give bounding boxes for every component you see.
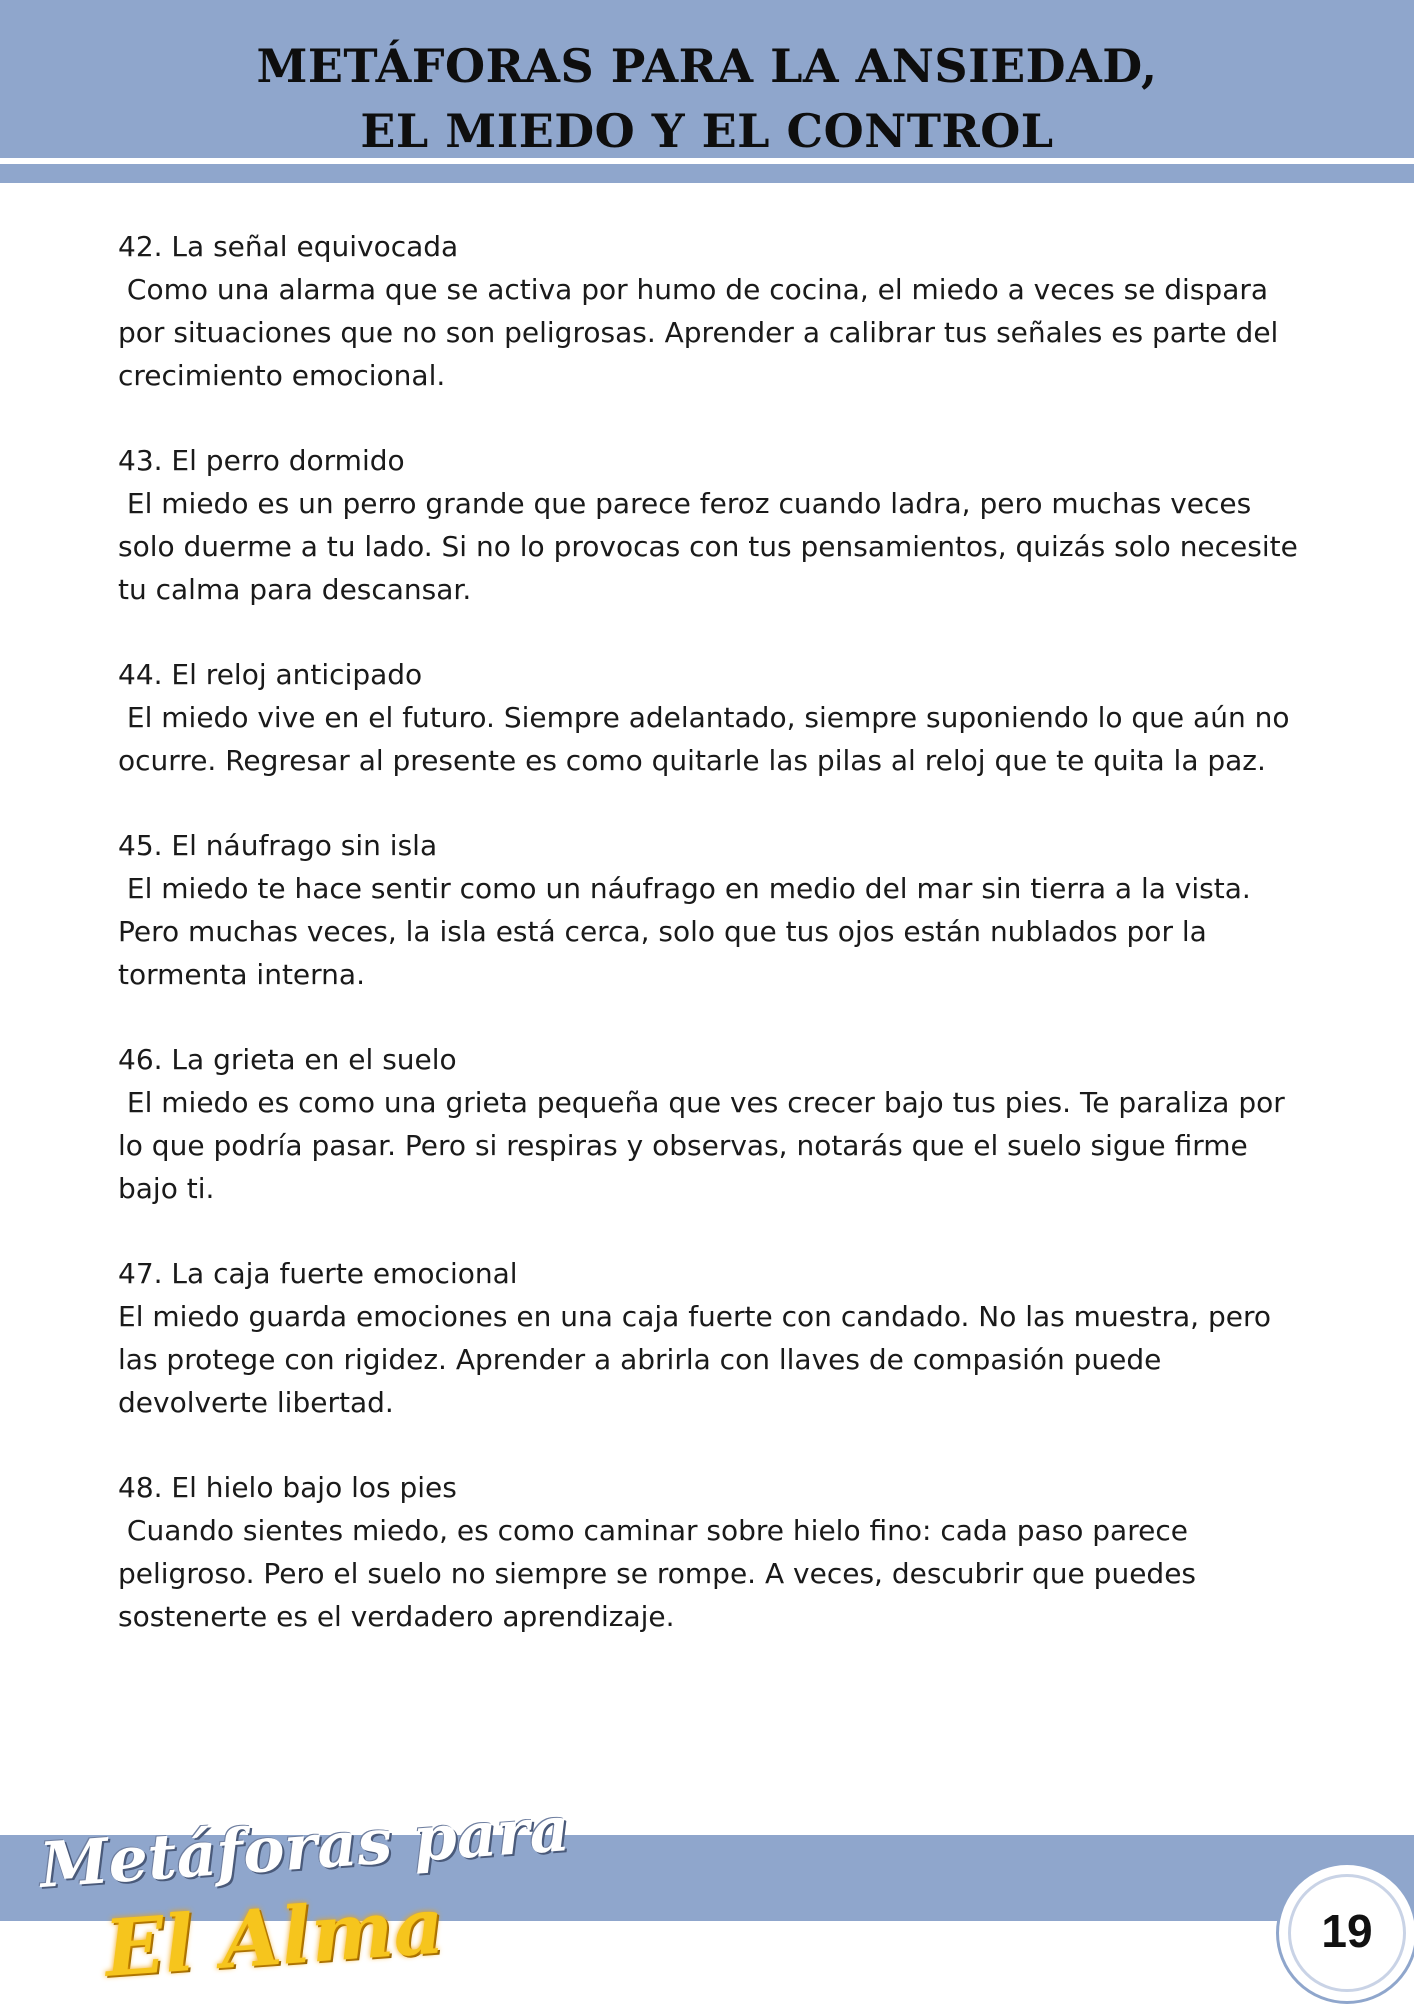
entry-body: Como una alarma que se activa por humo de cocina, el miedo a veces se dispara por situaciones que no son peligrosas. Aprender a calibrar tus señales es parte del crecimiento emocional. xyxy=(118,273,1288,392)
entry-title: 47. La caja fuerte emocional xyxy=(118,1257,518,1290)
metaphor-entry-47 xyxy=(118,1252,1298,1424)
page-number: 19 xyxy=(1321,1905,1373,1957)
entry-body: El miedo es un perro grande que parece feroz cuando ladra, pero muchas veces solo duerme a tu lado. Si no lo provocas con tus pensamientos, quizás solo necesite tu calma para descansar. xyxy=(118,487,1307,606)
page-title-line2: EL MIEDO Y EL CONTROL xyxy=(360,104,1054,158)
entry-body: El miedo te hace sentir como un náufrago en medio del mar sin tierra a la vista. Pero muchas veces, la isla está cerca, solo que tus ojos están nublados por la tormenta interna. xyxy=(118,872,1260,991)
page-title xyxy=(0,34,1414,164)
entry-title: 44. El reloj anticipado xyxy=(118,658,423,691)
entry-title: 45. El náufrago sin isla xyxy=(118,829,438,862)
entry-title: 42. La señal equivocada xyxy=(118,230,459,263)
entry-body: El miedo guarda emociones en una caja fuerte con candado. No las muestra, pero las protege con rigidez. Aprender a abrirla con llaves de compasión puede devolverte libertad. xyxy=(118,1300,1280,1419)
metaphor-entry-43 xyxy=(118,439,1307,611)
entry-body: El miedo es como una grieta pequeña que ves crecer bajo tus pies. Te paraliza por lo que podría pasar. Pero si respiras y observas, notarás que el suelo sigue firme bajo ti. xyxy=(118,1086,1294,1205)
metaphor-entry-42 xyxy=(118,225,1298,397)
entry-body: Cuando sientes miedo, es como caminar sobre hielo fino: cada paso parece peligroso. Pero el suelo no siempre se rompe. A veces, descubrir que puedes sostenerte es el verdadero aprendizaje. xyxy=(118,1514,1205,1633)
page-number-badge xyxy=(1276,1862,1414,2004)
entry-title: 43. El perro dormido xyxy=(118,444,405,477)
entry-title: 46. La grieta en el suelo xyxy=(118,1043,457,1076)
metaphor-entry-48 xyxy=(118,1466,1298,1638)
metaphor-list xyxy=(118,225,1307,1680)
brand-logo-line1: Metáforas para xyxy=(37,1792,572,1902)
page-title-line1: METÁFORAS PARA LA ANSIEDAD, xyxy=(256,39,1158,93)
metaphor-entry-46 xyxy=(118,1038,1298,1210)
header-divider xyxy=(0,164,1414,183)
brand-logo-line2: El Alma xyxy=(101,1880,447,1995)
metaphor-entry-45 xyxy=(118,824,1298,996)
metaphor-entry-44 xyxy=(118,653,1298,782)
entry-title: 48. El hielo bajo los pies xyxy=(118,1471,457,1504)
entry-body: El miedo vive en el futuro. Siempre adelantado, siempre suponiendo lo que aún no ocurre. Regresar al presente es como quitarle las pilas al reloj que te quita la paz. xyxy=(118,701,1299,777)
